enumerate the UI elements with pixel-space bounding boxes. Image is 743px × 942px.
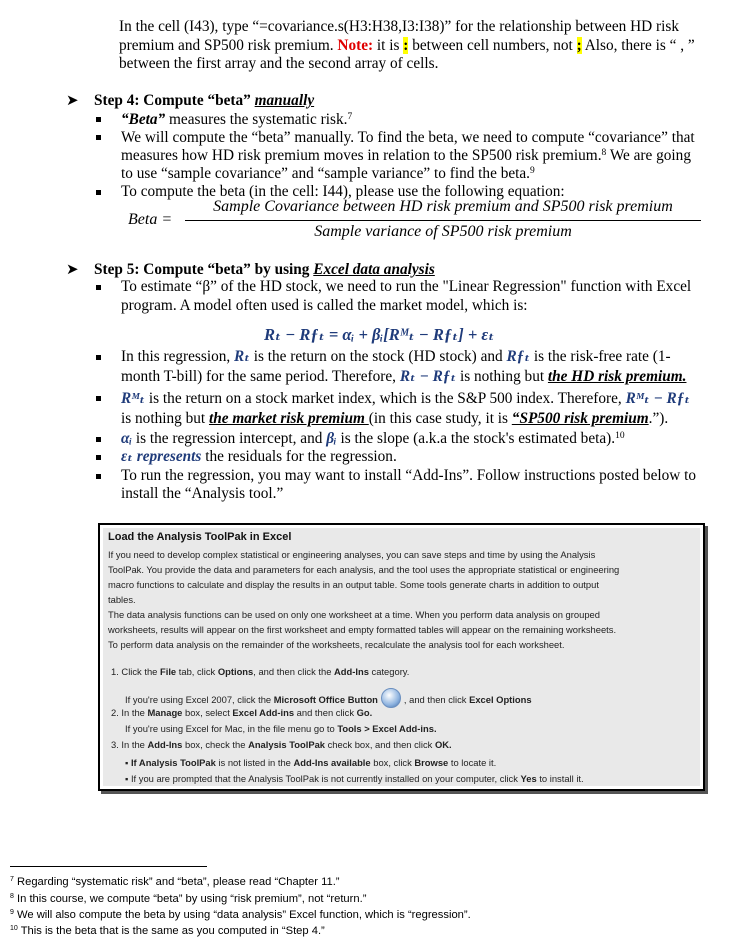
toolbox-title: Load the Analysis ToolPak in Excel bbox=[108, 531, 292, 543]
step5-heading: Step 5: Compute “beta” by using Excel data analysis bbox=[94, 261, 435, 278]
intro-line-2: premium and SP500 risk premium. Note: it is : between cell numbers, not ; Also, there is “ , ” bbox=[119, 37, 695, 54]
toolbox-para2-line3: To perform data analysis on the remainder of the worksheets, recalculate the analysis tool for each worksheet. bbox=[108, 639, 565, 650]
note-label: Note: bbox=[337, 37, 374, 54]
step5-bullet-6-line-1: To run the regression, you may want to install “Add-Ins”. Follow instructions posted below to bbox=[121, 467, 697, 484]
step4-heading: Step 4: Compute “beta” manually bbox=[94, 92, 315, 109]
step5-bullet-4: αᵢ is the regression intercept, and βᵢ is the slope (a.k.a the stock's estimated beta).$^{10}$ bbox=[121, 430, 625, 447]
toolbox-step-2: 2. In the Manage box, select Excel Add-ins and then click Go. bbox=[111, 707, 373, 718]
intro-line-1: In the cell (I43), type “=covariance.s(H3:H38,I3:I38)” for the relationship between HD risk bbox=[119, 18, 679, 35]
intro-line-3: between the first array and the second array of cells. bbox=[119, 55, 439, 72]
toolbox-step-2-note: If you're using Excel for Mac, in the file menu go to Tools > Excel Add-ins. bbox=[125, 723, 437, 734]
toolbox-para2-line2: worksheets, results will appear on the first worksheet and empty formatted tables will appear on the remaining worksheets. bbox=[108, 624, 617, 635]
colon-highlight: : bbox=[403, 37, 409, 54]
toolbox-para1-line1: If you need to develop complex statistical or engineering analyses, you can save steps and time by using the Analysis bbox=[108, 549, 596, 560]
toolbox-para2-line1: The data analysis functions can be used on only one worksheet at a time. When you perform data analysis on grouped bbox=[108, 609, 600, 620]
step4-bullet-1: “Beta” measures the systematic risk.$^7$ bbox=[121, 111, 353, 128]
beta-equation-fraction bbox=[185, 198, 701, 242]
toolbox-step-3-bullet-2: ▪ If you are prompted that the Analysis ToolPak is not currently installed on your computer, click Yes to install it. bbox=[125, 773, 584, 784]
arrow-bullet-icon: ➤ bbox=[66, 93, 79, 109]
footnote-8: $^8$ In this course, we compute “beta” by using “risk premium”, not “return.” bbox=[10, 893, 367, 905]
toolbox-step-3: 3. In the Add-Ins box, check the Analysis ToolPak check box, and then click OK. bbox=[111, 739, 452, 750]
square-bullet-icon bbox=[96, 117, 101, 122]
step5-bullet-3-line-1: Rᴹₜ is the return on a stock market index, which is the S&P 500 index. Therefore, Rᴹₜ − Rƒₜ bbox=[121, 390, 691, 407]
step4-bullet-3: To compute the beta (in the cell: I44), please use the following equation: bbox=[121, 183, 565, 200]
market-model-equation: Rₜ − Rƒₜ = αᵢ + βᵢ[Rᴹₜ − Rƒₜ] + εₜ bbox=[264, 325, 495, 344]
step5-bullet-1-line-1: To estimate “β” of the HD stock, we need to run the "Linear Regression" function with Excel bbox=[121, 278, 692, 295]
footnote-9: $^9$ We will also compute the beta by using “data analysis” Excel function, which is “regression”. bbox=[10, 909, 471, 921]
beta-denominator: Sample variance of SP500 risk premium bbox=[314, 223, 572, 240]
step5-bullet-6-line-2: install the “Analysis tool.” bbox=[121, 485, 284, 502]
square-bullet-icon bbox=[96, 135, 101, 140]
square-bullet-icon bbox=[96, 355, 101, 360]
step5-bullet-5: εₜ represents the residuals for the regression. bbox=[121, 448, 397, 465]
footnote-7: $^7$ Regarding “systematic risk” and “beta”, please read “Chapter 11.” bbox=[10, 876, 340, 888]
square-bullet-icon bbox=[96, 190, 101, 195]
step5-bullet-2-line-2: month T-bill) for the same period. Therefore, Rₜ − Rƒₜ is nothing but the HD risk premium. bbox=[121, 368, 687, 385]
office-button-icon bbox=[381, 688, 401, 708]
step4-bullet-2-line-1: We will compute the “beta” manually. To find the beta, we need to compute “covariance” that bbox=[121, 129, 695, 146]
step4-bullet-2-line-3: to use “sample covariance” and “sample variance” to find the beta.$^9$ bbox=[121, 165, 535, 182]
toolbox-step-1-note: If you're using Excel 2007, click the Microsoft Office Button , and then click Excel Options bbox=[125, 688, 532, 708]
step4-bullet-2-line-2: measures how HD risk premium moves in relation to the SP500 risk premium.$^8$ We are going bbox=[121, 147, 691, 164]
arrow-bullet-icon: ➤ bbox=[66, 262, 79, 278]
toolbox-para1-line2: ToolPak. You provide the data and parameters for each analysis, and the tool uses the appropriate statistical or engineering bbox=[108, 564, 620, 575]
square-bullet-icon bbox=[96, 396, 101, 401]
step5-bullet-1-line-2: program. A model often used is called the market model, which is: bbox=[121, 297, 528, 314]
toolbox-step-1: 1. Click the File tab, click Options, and then click the Add-Ins category. bbox=[111, 666, 410, 677]
toolbox-step-3-bullet-1: ▪ If Analysis ToolPak is not listed in the Add-Ins available box, click Browse to locate it. bbox=[125, 757, 497, 768]
step5-bullet-3-line-2: is nothing but the market risk premium (in this case study, it is “SP500 risk premium.”). bbox=[121, 410, 669, 427]
beta-equation-lhs: Beta = bbox=[128, 211, 173, 228]
toolbox-para1-line3: macro functions to calculate and display the results in an output table. Some tools generate charts in addition to output bbox=[108, 579, 599, 590]
step5-bullet-2-line-1: In this regression, Rₜ is the return on the stock (HD stock) and Rƒₜ is the risk-free rate (1- bbox=[121, 348, 671, 365]
square-bullet-icon bbox=[96, 474, 101, 479]
footnote-10: $^{10}$ This is the beta that is the same as you computed in “Step 4.” bbox=[10, 925, 325, 937]
square-bullet-icon bbox=[96, 285, 101, 290]
semicolon-highlight: ; bbox=[576, 37, 582, 54]
footnote-separator bbox=[10, 866, 207, 867]
square-bullet-icon bbox=[96, 437, 101, 442]
beta-numerator: Sample Covariance between HD risk premium and SP500 risk premium bbox=[185, 198, 701, 221]
toolbox-para1-line4: tables. bbox=[108, 594, 136, 605]
analysis-toolpak-box bbox=[98, 523, 705, 791]
square-bullet-icon bbox=[96, 455, 101, 460]
